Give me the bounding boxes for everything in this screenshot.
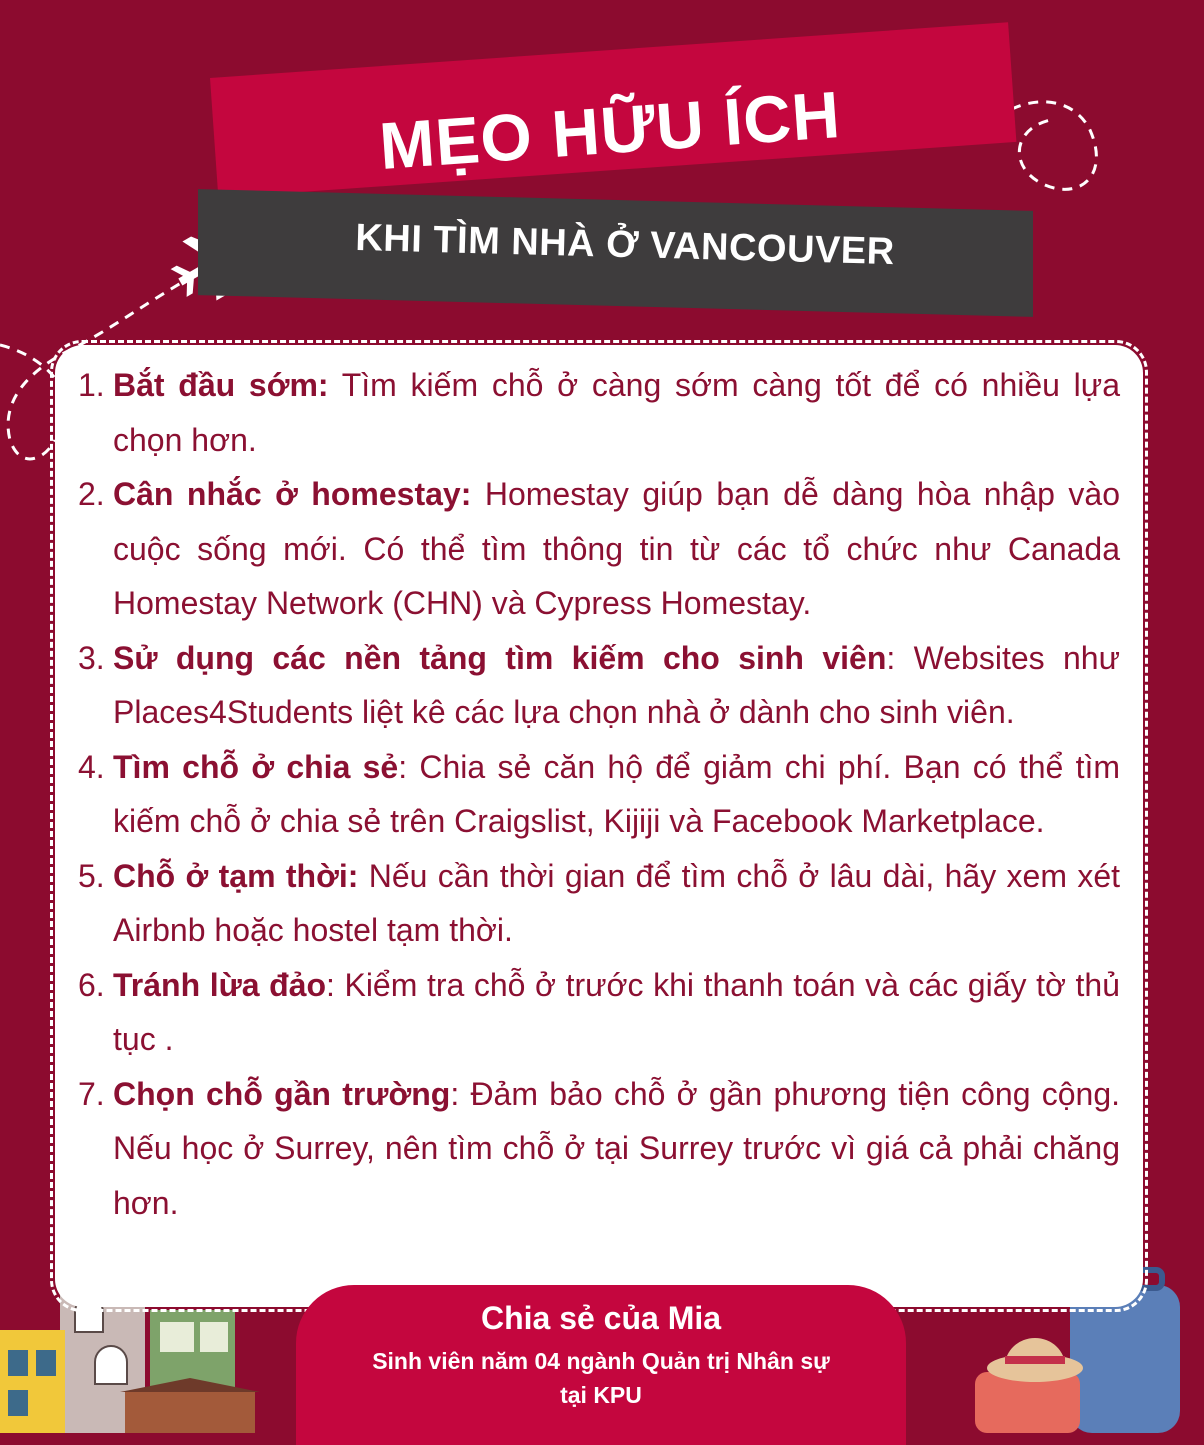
- tip-body: [113, 740, 1120, 849]
- flight-path-left-2: [0, 345, 55, 378]
- tip-text: : Đảm bảo chỗ ở gần phương tiện công cộng. Nếu học ở Surrey, nên tìm chỗ ở tại Surrey trước vì giá cả phải chăng hơn.: [113, 1075, 1121, 1221]
- tip-number: 5.: [78, 857, 105, 894]
- tip-text: : Kiểm tra chỗ ở trước khi thanh toán và các giấy tờ thủ tục .: [113, 966, 1121, 1057]
- tip-title: Chỗ ở tạm thời:: [113, 857, 359, 894]
- tip-title: Cân nhắc ở homestay:: [113, 476, 472, 512]
- tip-number: 4.: [78, 748, 105, 785]
- tips-list: [78, 358, 1120, 1230]
- tip-number: 2.: [78, 476, 105, 512]
- tip-title: Tìm chỗ ở chia sẻ: [113, 748, 399, 785]
- tip-number: 3.: [78, 639, 105, 676]
- tip-item: [78, 1067, 1120, 1231]
- page-title: MẸO HỮU ÍCH: [377, 76, 843, 184]
- tip-text: Homestay giúp bạn dễ dàng hòa nhập vào cuộc sống mới. Có thể tìm thông tin từ các tổ chức như Canada Homestay Network (CHN) và Cypress Homestay.: [113, 476, 1121, 621]
- tip-item: [78, 467, 1120, 631]
- page-subtitle: KHI TÌM NHÀ Ở VANCOUVER: [354, 216, 896, 274]
- tip-text: : Websites như Places4Students liệt kê các lựa chọn nhà ở dành cho sinh viên.: [113, 639, 1121, 730]
- tip-item: [78, 958, 1120, 1067]
- tip-number: 6.: [78, 966, 105, 1003]
- tip-item: [78, 358, 1120, 467]
- tip-text: Tìm kiếm chỗ ở càng sớm càng tốt để có nhiều lựa chọn hơn.: [113, 367, 1121, 458]
- tip-body: [113, 467, 1120, 631]
- tip-text: Nếu cần thời gian để tìm chỗ ở lâu dài, hãy xem xét Airbnb hoặc hostel tạm thời.: [113, 857, 1121, 948]
- tip-text: : Chia sẻ căn hộ để giảm chi phí. Bạn có thể tìm kiếm chỗ ở chia sẻ trên Craigslist, Kijiji và Facebook Marketplace.: [113, 748, 1121, 839]
- tip-title: Bắt đầu sớm:: [113, 367, 329, 403]
- tip-body: [113, 849, 1120, 958]
- tip-title: Tránh lừa đảo: [113, 966, 327, 1003]
- tip-number: 7.: [78, 1075, 105, 1112]
- author-school: tại KPU: [560, 1382, 642, 1408]
- author-name: Chia sẻ của Mia: [480, 1300, 722, 1336]
- tip-item: [78, 740, 1120, 849]
- tip-number: 1.: [78, 367, 105, 403]
- tip-title: Chọn chỗ gần trường: [113, 1075, 451, 1112]
- tip-body: [113, 631, 1120, 740]
- tip-title: Sử dụng các nền tảng tìm kiếm cho sinh viên: [113, 639, 887, 676]
- tip-body: [113, 958, 1120, 1067]
- tip-item: [78, 849, 1120, 958]
- author-role: Sinh viên năm 04 ngành Quản trị Nhân sự: [372, 1348, 830, 1374]
- tip-body: [113, 358, 1120, 467]
- tip-body: [113, 1067, 1120, 1231]
- tip-item: [78, 631, 1120, 740]
